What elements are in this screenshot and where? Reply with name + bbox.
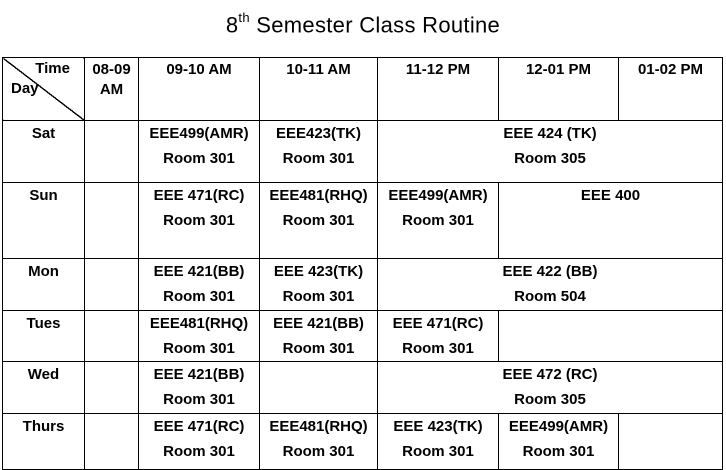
time-slot-header: 09-10 AM — [139, 58, 260, 121]
class-cell — [260, 183, 378, 259]
empty-cell — [85, 311, 139, 362]
course-code: EEE 472 (RC) — [502, 366, 598, 383]
course-code: EEE423(TK) — [275, 125, 362, 142]
class-cell — [260, 121, 378, 183]
room-label: Room 301 — [163, 212, 235, 229]
class-cell — [378, 183, 499, 259]
course-code: EEE 423(TK) — [273, 263, 364, 280]
room-label: Room 301 — [163, 150, 235, 167]
class-cell — [499, 414, 619, 470]
course-code: EEE 421(BB) — [153, 263, 245, 280]
table-row — [3, 362, 723, 414]
class-cell — [260, 414, 378, 470]
time-header-label: Time — [35, 60, 70, 77]
class-cell — [139, 183, 260, 259]
course-code: EEE 423(TK) — [393, 418, 483, 435]
course-code: EEE 422 (BB) — [502, 263, 598, 280]
day-label: Mon — [3, 259, 85, 311]
class-cell — [378, 362, 723, 414]
room-label: Room 301 — [282, 150, 355, 167]
empty-cell — [260, 362, 378, 414]
course-code: EEE499(AMR) — [388, 187, 488, 204]
routine-table — [2, 57, 723, 470]
page-title: 8th Semester Class Routine — [225, 10, 501, 38]
day-header-label: Day — [11, 80, 39, 97]
course-code: EEE 421(BB) — [273, 315, 364, 332]
time-slot-header: 12-01 PM — [499, 58, 619, 121]
class-cell — [139, 311, 260, 362]
room-label: Room 301 — [402, 212, 474, 229]
class-cell — [499, 183, 723, 259]
header-row — [3, 58, 723, 121]
room-label: Room 301 — [282, 288, 355, 305]
room-label: Room 301 — [282, 340, 355, 357]
class-cell — [260, 311, 378, 362]
course-code: EEE 400 — [580, 187, 641, 204]
table-row — [3, 183, 723, 259]
time-slot-header: 10-11 AM — [260, 58, 378, 121]
room-label: Room 305 — [514, 150, 586, 167]
room-label: Room 301 — [163, 391, 235, 408]
empty-cell — [85, 183, 139, 259]
class-cell — [378, 414, 499, 470]
time-slot-header: 01-02 PM — [619, 58, 723, 121]
room-label: Room 301 — [163, 340, 235, 357]
empty-cell — [85, 362, 139, 414]
course-code: EEE 424 (TK) — [503, 125, 597, 142]
class-cell — [378, 311, 499, 362]
room-label: Room 305 — [514, 391, 586, 408]
room-label: Room 301 — [522, 443, 595, 460]
course-code: EEE481(RHQ) — [269, 418, 368, 435]
course-code: EEE499(AMR) — [508, 418, 609, 435]
room-label: Room 301 — [163, 288, 235, 305]
course-code: EEE 471(RC) — [392, 315, 484, 332]
empty-cell — [85, 121, 139, 183]
class-cell — [139, 259, 260, 311]
table-row — [3, 259, 723, 311]
course-code: EEE 471(RC) — [153, 418, 245, 435]
course-code: EEE481(RHQ) — [149, 315, 249, 332]
corner-cell — [3, 58, 85, 121]
empty-cell — [85, 259, 139, 311]
day-label: Sun — [3, 183, 85, 259]
day-label: Wed — [3, 362, 85, 414]
time-slot-header: 08-09 AM — [85, 58, 139, 121]
course-code: EEE481(RHQ) — [269, 187, 368, 204]
class-cell — [378, 121, 723, 183]
empty-cell — [499, 311, 723, 362]
time-slot-header: 11-12 PM — [378, 58, 499, 121]
day-label: Sat — [3, 121, 85, 183]
empty-cell — [85, 414, 139, 470]
room-label: Room 301 — [402, 443, 474, 460]
room-label: Room 301 — [282, 212, 355, 229]
class-cell — [260, 259, 378, 311]
room-label: Room 301 — [282, 443, 355, 460]
room-label: Room 301 — [402, 340, 474, 357]
class-cell — [139, 414, 260, 470]
day-label: Thurs — [3, 414, 85, 470]
table-row — [3, 414, 723, 470]
class-cell — [139, 362, 260, 414]
room-label: Room 301 — [163, 443, 235, 460]
day-label: Tues — [3, 311, 85, 362]
table-row — [3, 311, 723, 362]
course-code: EEE499(AMR) — [149, 125, 249, 142]
class-cell — [378, 259, 723, 311]
class-cell — [139, 121, 260, 183]
table-row — [3, 121, 723, 183]
room-label: Room 504 — [514, 288, 586, 305]
course-code: EEE 471(RC) — [153, 187, 245, 204]
empty-cell — [619, 414, 723, 470]
course-code: EEE 421(BB) — [153, 366, 245, 383]
